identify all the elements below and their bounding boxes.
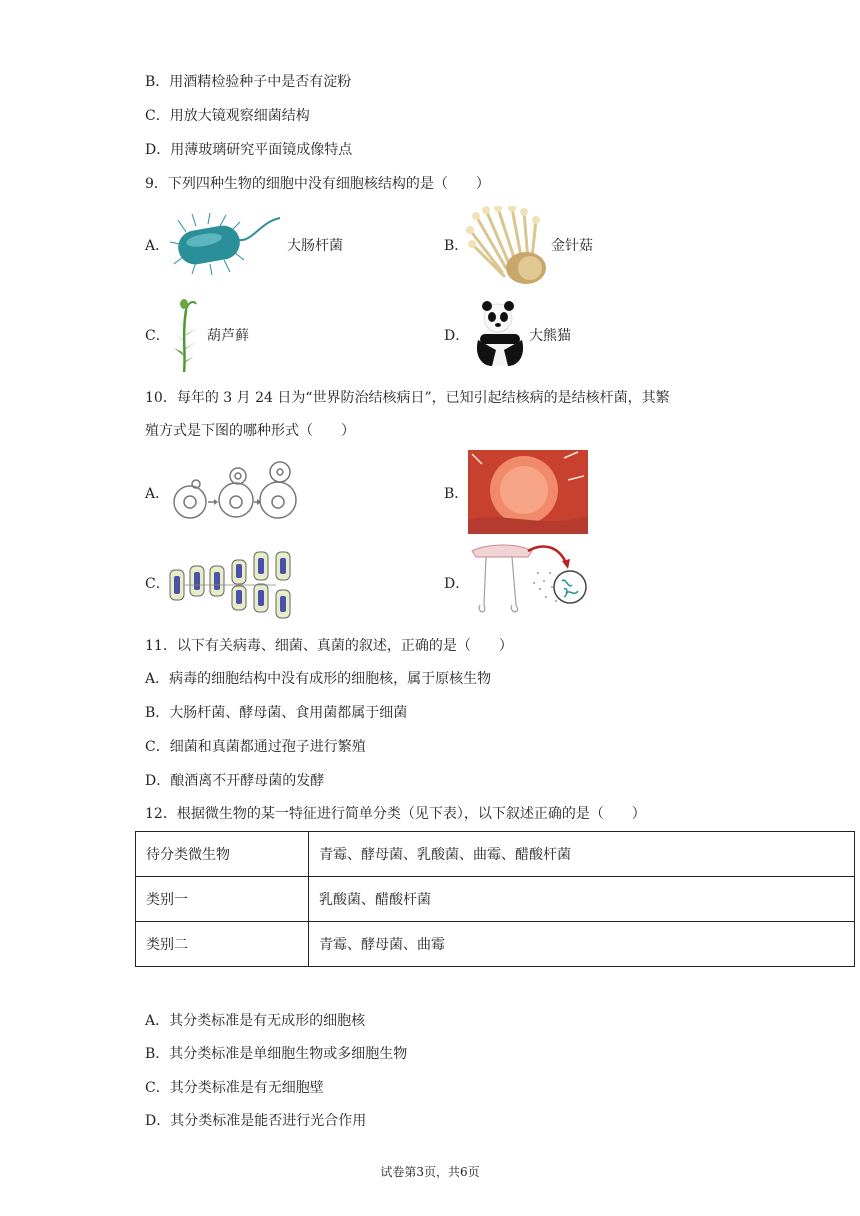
question-12-stem: 12．根据微生物的某一特征进行简单分类（见下表），以下叙述正确的是（ ）	[145, 806, 646, 822]
q9-option-d-letter: D．	[444, 328, 470, 344]
table-row	[136, 922, 855, 967]
q11-option-b: B．大肠杆菌、酵母菌、食用菌都属于细菌	[145, 705, 408, 721]
question-11-stem: 11．以下有关病毒、细菌、真菌的叙述，正确的是（ ）	[145, 638, 513, 654]
q12-option-c: C．其分类标准是有无细胞壁	[145, 1080, 324, 1096]
table-row	[136, 832, 855, 877]
mushroom-spore-diagram	[468, 543, 590, 623]
page-footer: 试卷第3页，共6页	[380, 1165, 480, 1179]
table-cell: 乳酸菌、醋酸杆菌	[309, 877, 855, 922]
option-c: C．用放大镜观察细菌结构	[145, 108, 310, 124]
q11-option-d: D．酿酒离不开酵母菌的发酵	[145, 773, 325, 789]
q11-option-a: A．病毒的细胞结构中没有成形的细胞核，属于原核生物	[145, 671, 492, 687]
sperm-egg-image	[468, 450, 588, 534]
q9-option-d-label: 大熊猫	[529, 328, 571, 344]
q9-option-c-letter: C．	[145, 328, 170, 344]
table-cell: 类别二	[136, 922, 309, 967]
q12-option-d: D．其分类标准是能否进行光合作用	[145, 1113, 367, 1129]
table-cell: 青霉、酵母菌、乳酸菌、曲霉、醋酸杆菌	[309, 832, 855, 877]
panda-image	[470, 300, 528, 368]
question-10-stem-line2: 殖方式是下图的哪种形式（ ）	[145, 423, 355, 439]
q12-option-b: B．其分类标准是单细胞生物或多细胞生物	[145, 1046, 408, 1062]
enoki-mushroom-image	[466, 206, 550, 286]
question-10-stem-line1: 10．每年的 3 月 24 日为“世界防治结核病日”，已知引起结核病的是结核杆菌，其繁	[145, 390, 670, 406]
option-d: D．用薄玻璃研究平面镜成像特点	[145, 142, 353, 158]
q9-option-b-label: 金针菇	[551, 238, 593, 254]
q9-option-b-letter: B．	[444, 238, 469, 254]
q9-option-a-letter: A．	[145, 238, 170, 254]
moss-image	[170, 296, 202, 374]
table-row	[136, 877, 855, 922]
option-b: B．用酒精检验种子中是否有淀粉	[145, 74, 352, 90]
e-coli-image	[168, 212, 284, 276]
classification-table	[135, 831, 855, 967]
table-cell: 待分类微生物	[136, 832, 309, 877]
budding-yeast-diagram	[168, 460, 302, 524]
q9-option-c-label: 葫芦藓	[207, 328, 249, 344]
q10-option-a-letter: A．	[145, 486, 170, 502]
q10-option-d-letter: D．	[444, 576, 470, 592]
question-9-stem: 9．下列四种生物的细胞中没有细胞核结构的是（ ）	[145, 176, 490, 192]
table-cell: 青霉、酵母菌、曲霉	[309, 922, 855, 967]
q10-option-b-letter: B．	[444, 486, 469, 502]
table-cell: 类别一	[136, 877, 309, 922]
q12-option-a: A．其分类标准是有无成形的细胞核	[145, 1013, 366, 1029]
q9-option-a-label: 大肠杆菌	[287, 238, 343, 254]
bacterial-fission-diagram	[168, 550, 294, 620]
q11-option-c: C．细菌和真菌都通过孢子进行繁殖	[145, 739, 366, 755]
q10-option-c-letter: C．	[145, 576, 170, 592]
